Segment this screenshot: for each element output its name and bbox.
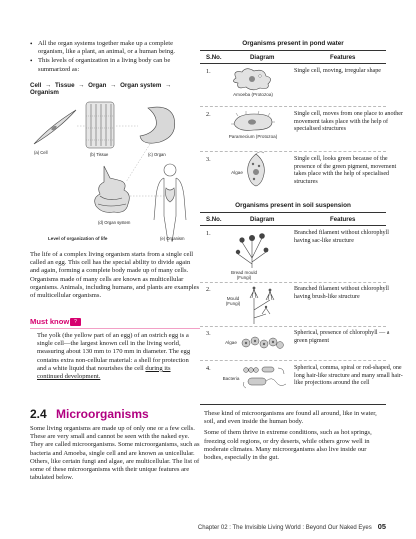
row-divider: [200, 106, 386, 107]
organ-illustration: [140, 107, 175, 143]
section-number: 2.4: [30, 407, 47, 421]
pond-table-header: [200, 50, 386, 64]
header-diagram: Diagram: [250, 216, 275, 223]
pond-row-1-number: 1.: [206, 68, 211, 75]
pond-row-1-features: Single cell, moving, irregular shape: [294, 68, 381, 74]
header-sno: S.No.: [206, 54, 222, 61]
soil-row-3-number: 3.: [206, 330, 211, 337]
soil-row-1-number: 1.: [206, 230, 211, 237]
flow-arrow: →: [165, 82, 172, 89]
algae-euglena-diagram: [244, 152, 268, 188]
soil-table-title: Organisms present in soil suspension: [235, 202, 351, 209]
pond-row-2-features: Single cell, moves from one place to another movement takes place with the help of specialised structures: [294, 111, 403, 133]
row-divider: [200, 282, 386, 283]
soil-row-4-label: Bacteria: [222, 376, 240, 381]
must-know-text: The yolk (the yellow part of an egg) of an ostrich egg is a single cell—the largest known cell in the living world, measuring about 130 mm to 170 mm in diameter. The egg contains extra non-cellular material: a shell for protection and a white liquid that nourishes the cell: [37, 332, 191, 372]
paragraph-habitat-2: Some of them thrive in extreme conditions, such as hot springs, freezing cold regions, or dry deserts, while others grow well in moderate climates. Many microorganisms also live inside our bodies, especially in the gut.: [204, 429, 372, 462]
soil-row-2-number: 2.: [206, 286, 211, 293]
label-cell: (a) Cell: [34, 150, 48, 155]
paramecium-diagram: [230, 110, 276, 134]
label-organ: (c) Organ: [148, 152, 166, 157]
must-know-divider: [30, 328, 200, 329]
intro-bullets: [30, 40, 198, 75]
soil-row-3-features: Spherical, presence of chlorophyll — a green pigment: [294, 330, 390, 344]
flow-arrow: →: [45, 82, 52, 89]
flow-step-cell: Cell: [30, 82, 42, 89]
soil-row-1-features: Branched filament without chlorophyll having sac-like structure: [294, 230, 389, 244]
page-number: 05: [377, 522, 386, 531]
row-divider: [200, 326, 386, 327]
header-features: Features: [330, 216, 356, 223]
mould-brush-diagram: [240, 284, 280, 324]
paragraph-habitat-1: These kind of microorganisms are found all around, like in water, soil, and even inside the human body.: [204, 410, 377, 426]
tissue-illustration: [86, 102, 114, 148]
flow-step-tissue: Tissue: [55, 82, 75, 89]
pond-row-2-label: Paramecium (Protozoa): [228, 134, 278, 139]
figure-caption: Level of organization of life: [48, 236, 108, 241]
must-know-body: [37, 332, 197, 381]
paragraph-microbe-habitats: [204, 410, 386, 462]
soil-row-4-number: 4.: [206, 365, 211, 372]
header-sno: S.No.: [206, 216, 222, 223]
section-title: Microorganisms: [56, 407, 149, 421]
soil-table-bottom-rule: [200, 404, 386, 405]
question-badge-icon: ?: [70, 318, 81, 326]
pond-row-3-number: 3.: [206, 156, 211, 163]
page-footer: [150, 522, 386, 531]
row-divider: [200, 360, 386, 361]
flow-step-organ-system: Organ system: [120, 82, 162, 89]
flow-arrow: →: [110, 82, 117, 89]
soil-row-3-label: Algae: [225, 340, 237, 345]
header-features: Features: [330, 54, 356, 61]
organism-illustration: [154, 164, 186, 242]
footer-chapter-title: Chapter 02 : The Invisible Living World : Beyond Our Naked Eyes: [197, 525, 372, 531]
label-organism: (e) Organism: [160, 236, 185, 241]
flow-step-organism: Organism: [30, 89, 59, 96]
soil-row-4-features: Spherical, comma, spiral or rod-shaped, one long hair-like structure and many small hair-like projections around the cell: [294, 365, 403, 387]
bullet-item: • This levels of organization in a living body can be summarized as:: [30, 57, 198, 73]
must-know-heading: Must know: [30, 317, 70, 326]
bread-mould-diagram: [234, 228, 270, 268]
pond-row-1-label: Amoeba (Protozoa): [233, 92, 273, 97]
label-tissue: (b) Tissue: [90, 152, 109, 157]
pond-row-2-number: 2.: [206, 111, 211, 118]
soil-row-2-features: Branched filament without chlorophyll having brush-like structure: [294, 286, 389, 300]
paragraph-microorganisms: Some living organisms are made up of only one or a few cells. These are very small and cannot be seen with the naked eye. They are called microorganisms. Some microorganisms, such as bacteria and Amoeba, single cell and are known as unicellular. Others, like certain fungi and algae, are multicellular. The list of some of these microorganisms with their unique features are tabulated below.: [30, 425, 200, 482]
bacteria-diagram: [240, 364, 288, 390]
amoeba-diagram: [228, 66, 278, 92]
soil-row-2-label: Mould (Fungi): [225, 296, 241, 306]
levels-of-organization-figure: [30, 96, 198, 246]
header-diagram: Diagram: [250, 54, 275, 61]
paragraph-egg-cell: The life of a complex living organism starts from a single cell called an egg. This cell has the special ability to divide again and again, forming a complete body made up of many cells. Organisms made of many cells are known as multicellular organisms. Animals, including humans, and plants are examples of multicellular organisms.: [30, 251, 200, 300]
label-organ-system: (d) Organ system: [98, 220, 131, 225]
soil-row-1-label: Bread mould (Fungi): [230, 270, 258, 280]
pond-row-3-features: Single cell, looks green because of the presence of the green pigment, movement takes place with the help of specialised structures: [294, 156, 397, 185]
cell-illustration: [34, 110, 76, 144]
flow-step-organ: Organ: [88, 82, 107, 89]
row-divider: [200, 151, 386, 152]
soil-table-header: [200, 212, 386, 226]
pond-row-3-label: Algae: [231, 170, 243, 175]
soil-algae-diagram: [240, 334, 284, 352]
must-know-box: [30, 318, 200, 396]
bullet-item: • All the organ systems together make up a complete organism, like a plant, an animal, or a human being.: [30, 40, 198, 56]
flow-arrow: →: [78, 82, 85, 89]
organ-system-illustration: [95, 166, 130, 212]
organization-flow: [30, 82, 200, 96]
pond-table-title: Organisms present in pond water: [242, 40, 344, 47]
must-know-text-end: during its continued development.: [37, 364, 171, 381]
